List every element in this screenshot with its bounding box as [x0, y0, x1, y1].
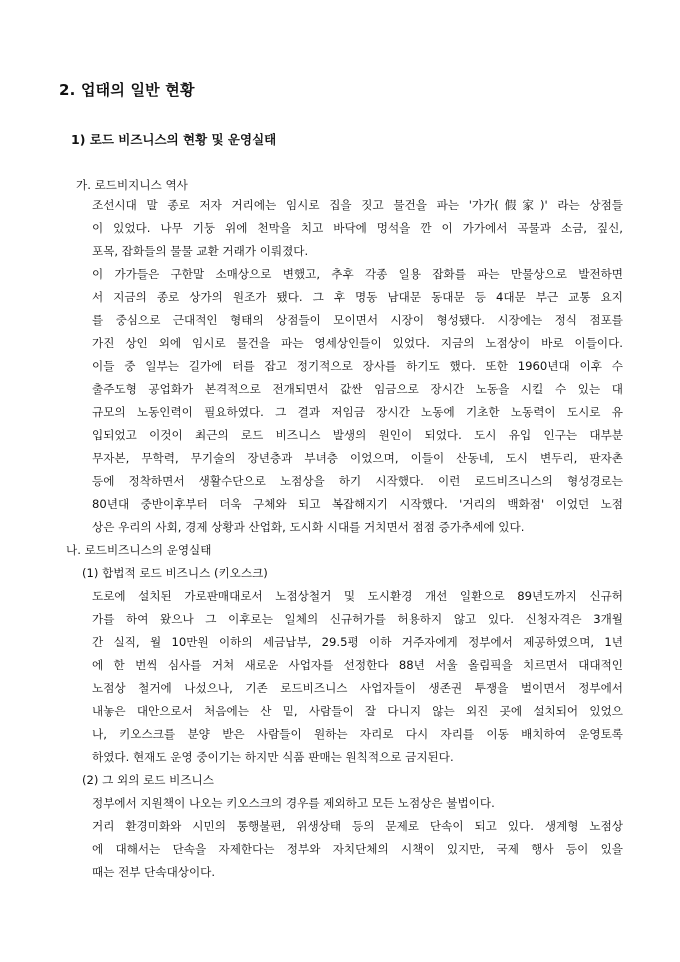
other-paragraph-line: 정부에서 지원책이 나오는 키오스크의 경우를 제외하고 모든 노점상은 불법이다.: [92, 796, 495, 810]
legal-paragraph-line: 가를 하여 왔으나 그 이후로는 일체의 신규허가를 허용하지 않고 있다. 신청자격은 3개월: [92, 612, 623, 626]
history-paragraph-line: 이 가가들은 구한말 소매상으로 변했고, 추후 각종 일용 잡화를 파는 만물상으로 발전하면: [92, 267, 623, 281]
other-paragraph-line: 거리 환경미화와 시민의 통행불편, 위생상태 등의 문제로 단속이 되고 있다. 생계형 노점상: [92, 819, 623, 833]
history-paragraph-line: 출주도형 공업화가 본격적으로 전개되면서 값싼 임금으로 장시간 노동을 시킬 수 있는 대: [92, 382, 623, 396]
other-business-title: (2) 그 외의 로드 비즈니스: [82, 773, 214, 787]
legal-paragraph-line: 에 한 번씩 심사를 거쳐 새로운 사업자를 선정한다 88년 서울 올림픽을 치르면서 대대적인: [92, 658, 623, 672]
legal-business-title: (1) 합법적 로드 비즈니스 (키오스크): [82, 566, 268, 580]
history-paragraph-line: 80년대 중반이후부터 더욱 구체와 되고 복잡해지기 시작했다. '거리의 백화점' 이었던 노점: [92, 497, 623, 511]
history-paragraph-line: 규모의 노동인력이 필요하였다. 그 결과 저임금 장시간 노동에 기초한 노동력이 도시로 유: [92, 405, 623, 419]
history-title: 가. 로드비지니스 역사: [76, 178, 188, 192]
legal-paragraph-line: 내놓은 대안으로서 처음에는 산 밑, 사람들이 잘 다니지 않는 외진 곳에 설치되어 있었으: [92, 704, 623, 718]
legal-paragraph-line: 나, 키오스크를 분양 받은 사람들이 원하는 자리로 다시 자리를 이동 배치하여 운영토록: [92, 727, 623, 741]
history-paragraph-line: 를 중심으로 근대적인 형태의 상점들이 모이면서 시장이 형성됐다. 시장에는 정식 점포를: [92, 313, 623, 327]
legal-paragraph-line: 도로에 설치된 가로판매대로서 노점상철거 및 도시환경 개선 일환으로 89년도까지 신규허: [92, 589, 623, 603]
subsection-heading: 1) 로드 비즈니스의 현황 및 운영실태: [71, 132, 277, 147]
history-paragraph-line: 무자본, 무학력, 무기술의 장년층과 부녀층 이었으며, 이들이 산동네, 도시 변두리, 판자촌: [92, 451, 623, 465]
section-heading: 2. 업태의 일반 현황: [59, 81, 195, 99]
history-paragraph-line: 상은 우리의 사회, 경제 상황과 산업화, 도시화 시대를 거치면서 점점 증가추세에 있다.: [92, 520, 525, 534]
legal-paragraph-line: 노점상 철거에 나섰으나, 기존 로드비즈니스 사업자들이 생존권 투쟁을 벌이면서 정부에서: [92, 681, 623, 695]
legal-paragraph-line: 간 실직, 월 10만원 이하의 세금납부, 29.5평 이하 거주자에게 정부에서 제공하였으며, 1년: [92, 635, 623, 649]
other-paragraph-line: 때는 전부 단속대상이다.: [92, 865, 216, 879]
history-paragraph-line: 등에 정착하면서 생활수단으로 노점상을 하기 시작했다. 이런 로드비즈니스의 형성경로는: [92, 474, 623, 488]
other-paragraph-line: 에 대해서는 단속을 자제한다는 정부와 자치단체의 시책이 있지만, 국제 행사 등이 있을: [92, 842, 623, 856]
history-paragraph-line: 가진 상인 외에 임시로 물건을 파는 영세상인들이 있었다. 지금의 노점상이 바로 이들이다.: [92, 336, 623, 350]
history-paragraph-line: 입되었고 이것이 최근의 로드 비즈니스 발생의 원인이 되었다. 도시 유입 인구는 대부분: [92, 428, 623, 442]
history-paragraph-line: 서 지금의 종로 상가의 원조가 됐다. 그 후 명동 남대문 동대문 등 4대문 부근 교통 요지: [92, 290, 623, 304]
operation-title: 나. 로드비즈니스의 운영실태: [66, 543, 212, 557]
history-paragraph-line: 이들 중 일부는 길가에 터를 잡고 정기적으로 장사를 하기도 했다. 또한 1960년대 이후 수: [92, 359, 623, 373]
history-paragraph-line: 포목, 잡화들의 물물 교환 거래가 이뤄졌다.: [92, 244, 309, 258]
history-paragraph-line: 이 있었다. 나무 기둥 위에 천막을 치고 바닥에 멍석을 깐 이 가가에서 곡물과 소금, 짚신,: [92, 221, 623, 235]
legal-paragraph-line: 하였다. 현재도 운영 중이기는 하지만 식품 판매는 원칙적으로 금지된다.: [92, 750, 454, 764]
history-paragraph-line: 조선시대 말 종로 저자 거리에는 임시로 집을 짓고 물건을 파는 '가가(假家)' 라는 상점들: [92, 198, 623, 212]
